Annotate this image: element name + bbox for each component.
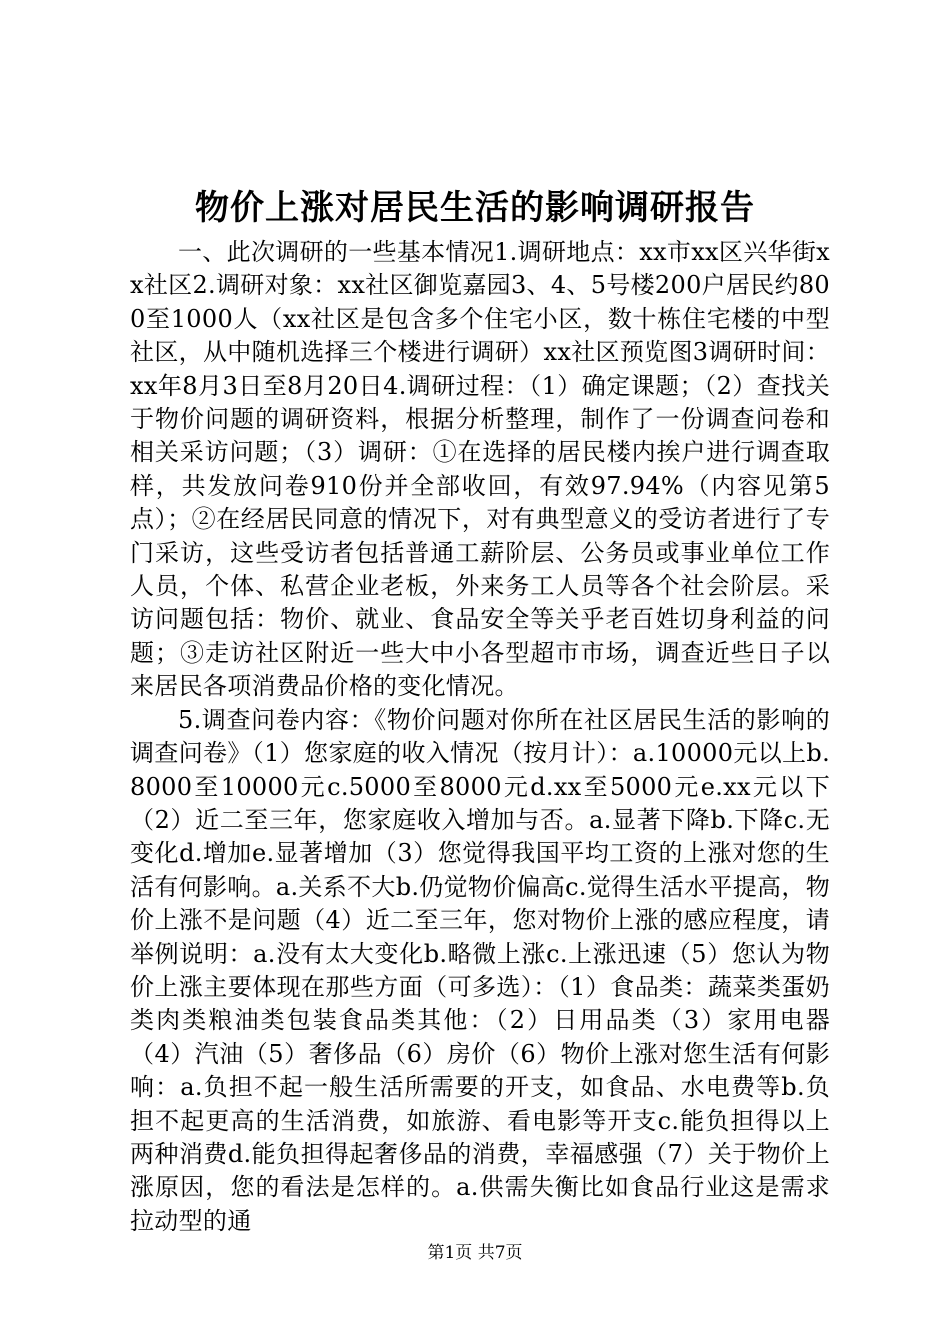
document-body	[130, 236, 830, 1238]
page-number-footer: 第1页 共7页	[427, 1243, 523, 1263]
document-title: 物价上涨对居民生活的影响调研报告	[195, 188, 755, 228]
paragraph-questionnaire: 5.调查问卷内容：《物价问题对你所在社区居民生活的影响的调查问卷》（1）您家庭的收入情况（按月计）：a.10000元以上b.8000至10000元c.5000至8000元d.xx至5000元e.xx元以下（2）近二至三年，您家庭收入增加与否。a.显著下降b.下降c.无变化d.增加e.显著增加（3）您觉得我国平均工资的上涨对您的生活有何影响。a.关系不大b.仍觉物价偏高c.觉得生活水平提高，物价上涨不是问题（4）近二至三年，您对物价上涨的感应程度，请举例说明：a.没有太大变化b.略微上涨c.上涨迅速（5）您认为物价上涨主要体现在那些方面（可多选）：（1）食品类：蔬菜类蛋奶类肉类粮油类包装食品类其他：（2）日用品类（3）家用电器（4）汽油（5）奢侈品（6）房价（6）物价上涨对您生活有何影响：a.负担不起一般生活所需要的开支，如食品、水电费等b.负担不起更高的生活消费，如旅游、看电影等开支c.能负担得以上两种消费d.能负担得起奢侈品的消费，幸福感强（7）关于物价上涨原因，您的看法是怎样的。a.供需失衡比如食品行业这是需求拉动型的通	[130, 705, 830, 1235]
paragraph-basic-info: 一、此次调研的一些基本情况1.调研地点：xx市xx区兴华街xx社区2.调研对象：xx社区御览嘉园3、4、5号楼200户居民约800至1000人（xx社区是包含多个住宅小区，数十栋住宅楼的中型社区，从中随机选择三个楼进行调研）xx社区预览图3调研时间：xx年8月3日至8月20日4.调研过程：（1）确定课题；（2）查找关于物价问题的调研资料，根据分析整理，制作了一份调查问卷和相关采访问题；（3）调研：①在选择的居民楼内挨户进行调查取样，共发放问卷910份并全部收回，有效97.94%（内容见第5点）；②在经居民同意的情况下，对有典型意义的受访者进行了专门采访，这些受访者包括普通工薪阶层、公务员或事业单位工作人员，个体、私营企业老板，外来务工人员等各个社会阶层。采访问题包括：物价、就业、食品安全等关乎老百姓切身利益的问题；③走访社区附近一些大中小各型超市市场，调查近些日子以来居民各项消费品价格的变化情况。	[130, 238, 830, 701]
